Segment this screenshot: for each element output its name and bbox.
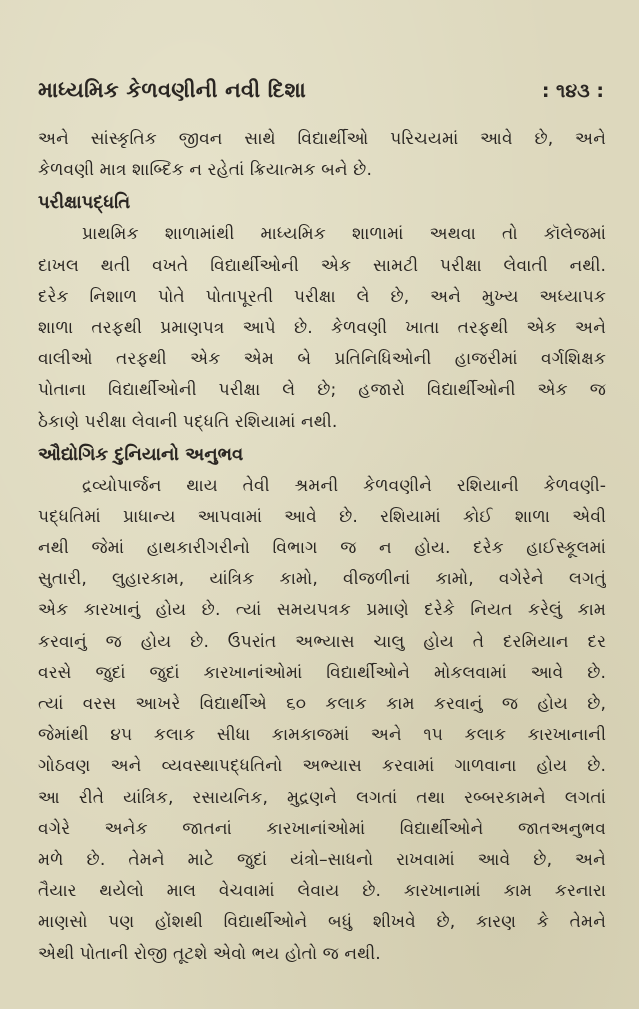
text-line: વાલીઓ તરફથી એક એમ બે પ્રતિનિધિઓની હાજરીમાં વર્ગશિક્ષક (38, 349, 606, 370)
book-page (38, 78, 606, 970)
section-heading-industry: ઔદ્યોગિક દુનિયાનો અનુભવ (38, 443, 244, 465)
page-number: : ૧૪૩ : (541, 80, 604, 102)
text-line: વગેરે અનેક જાતનાં કારખાનાંઓમાં વિદ્યાર્થીઓને જાતઅનુભવ (38, 818, 606, 839)
exam-paragraph (38, 219, 606, 437)
text-line: પોતાના વિદ્યાર્થીઓની પરીક્ષા લે છે; હજારો વિદ્યાર્થીઓની એક જ (38, 380, 606, 401)
text-line: ગોઠવણ અને વ્યવસ્થાપદ્ધતિનો અભ્યાસ કરવામાં ગાળવાના હોય છે. (38, 756, 606, 777)
text-line: પ્રાથમિક શાળામાંથી માધ્યમિક શાળામાં અથવા તો કૉલેજમાં (82, 224, 606, 245)
text-line: દાખલ થતી વખતે વિદ્યાર્થીઓની એક સામટી પરીક્ષા લેવાતી નથી. (38, 255, 606, 276)
text-line: આ રીતે યાંત્રિક, રસાયનિક, મુદ્રણને લગતાં તથા રબ્બરકામને લગતાં (38, 787, 606, 808)
industry-paragraph (38, 471, 606, 970)
text-line: અને સાંસ્કૃતિક જીવન સાથે વિદ્યાર્થીઓ પરિચયમાં આવે છે, અને (38, 129, 606, 149)
page-header (38, 78, 606, 112)
text-line: જેમાંથી ૪૫ કલાક સીધા કામકાજમાં અને ૧૫ કલાક કારખાનાની (38, 725, 606, 746)
section-heading-exam: પરીક્ષાપદ્ધતિ (38, 192, 131, 214)
text-line: મળે છે. તેમને માટે જુદાં યંત્રો–સાધનો રાખવામાં આવે છે, અને (38, 849, 606, 870)
text-line: તૈયાર થયેલો માલ વેચવામાં લેવાય છે. કારખાનામાં કામ કરનારા (38, 881, 606, 902)
text-line: શાળા તરફથી પ્રમાણપત્ર આપે છે. કેળવણી ખાતા તરફથી એક અને (38, 317, 606, 338)
text-line: એક કારખાનું હોય છે. ત્યાં સમયપત્રક પ્રમાણે દરેકે નિયત કરેલું કામ (38, 600, 606, 621)
text-line: નથી જેમાં હાથકારીગરીનો વિભાગ જ ન હોય. દરેક હાઈસ્કૂલમાં (38, 538, 606, 559)
text-line: સુતારી, લુહારકામ, યાંત્રિક કામો, વીજળીનાં કામો, વગેરેને લગતું (38, 569, 606, 590)
text-line: પદ્ધતિમાં પ્રાધાન્ય આપવામાં આવે છે. રશિયામાં કોઈ શાળા એવી (38, 506, 606, 527)
text-line: ઠેકાણે પરીક્ષા લેવાની પદ્ધતિ રશિયામાં નથી. (38, 411, 338, 432)
text-line: એથી પોતાની રોજી તૂટશે એવો ભય હોતો જ નથી. (38, 943, 381, 964)
text-line: દ્રવ્યોપાર્જન થાય તેવી શ્રમની કેળવણીને રશિયાની કેળવણી- (82, 475, 606, 496)
text-line: ત્યાં વરસ આખરે વિદ્યાર્થીએ ૬૦ કલાક કામ કરવાનું જ હોય છે, (38, 694, 606, 714)
intro-paragraph (38, 124, 606, 186)
running-title: માધ્યમિક કેળવણીની નવી દિશા (38, 78, 307, 102)
text-line: કેળવણી માત્ર શાબ્દિક ન રહેતાં ક્રિયાત્મક બને છે. (38, 160, 372, 181)
text-line: વરસે જુદાં જુદાં કારખાનાંઓમાં વિદ્યાર્થીઓને મોકલવામાં આવે છે. (38, 662, 606, 683)
text-line: દરેક નિશાળ પોતે પોતાપૂરતી પરીક્ષા લે છે, અને મુખ્ય અધ્યાપક (38, 286, 606, 307)
text-line: કરવાનું જ હોય છે. ઉપરાંત અભ્યાસ ચાલુ હોય તે દરમિયાન દર (38, 631, 606, 652)
text-line: માણસો પણ હોંશથી વિદ્યાર્થીઓને બધું શીખવે છે, કારણ કે તેમને (38, 912, 606, 933)
